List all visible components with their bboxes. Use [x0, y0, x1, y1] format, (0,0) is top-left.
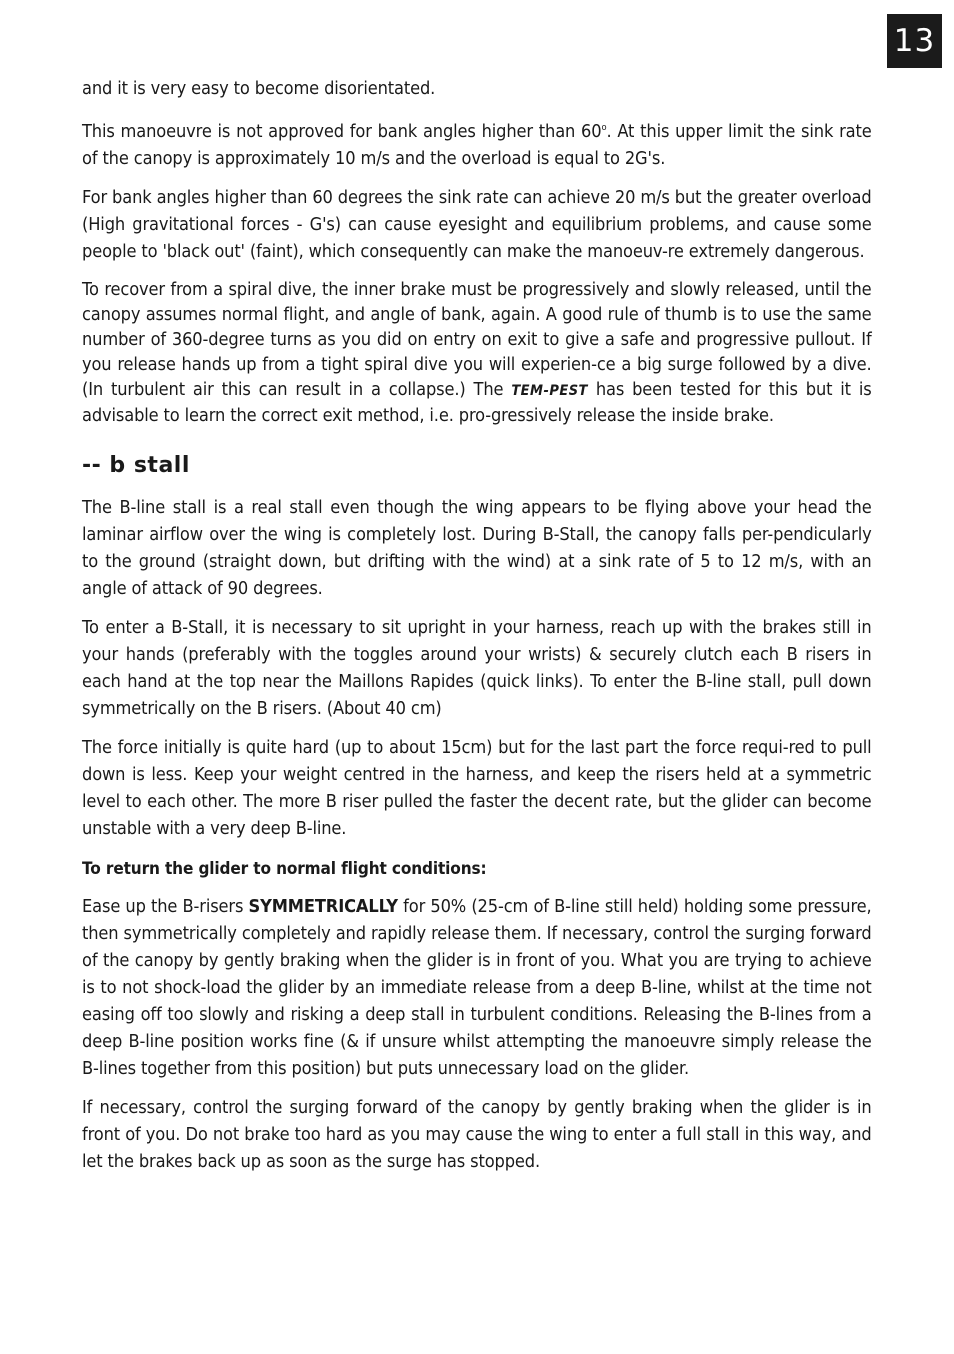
sink-rate-text: . At this upper limit the sink rate of the canopy is approximately 10 m/s and the overload is equal to 2G's. — [82, 121, 872, 169]
exit-text: Ease up the B-risers — [82, 896, 249, 917]
emphasis-symmetrically: SYMMETRICALLY — [248, 896, 398, 917]
paragraph-spiral-recovery — [82, 278, 872, 429]
page-content — [82, 76, 872, 1176]
page-number: 13 — [893, 23, 936, 59]
paragraph-b-stall-exit — [82, 894, 872, 1083]
exit-text-end: for 50% (25-cm of B-line still held) holding some pressure, then symmetrically completely and rapidly release them. If necessary, control the surging forward of the canopy by gently braking when the glider is in front of you. What you are trying to achieve is to not shock-load the glider by an immediate release from a deep B-line, whilst at the time not easing off too slowly and risking a deep stall in turbulent conditions. Releasing the B-lines from a deep B-line position works fine (& if unsure whilst attempting the manoeuvre simply release the B-lines together from this position) but puts unnecessary load on the glider. — [82, 896, 872, 1079]
paragraph-b-stall-definition: The B-line stall is a real stall even though the wing appears to be flying above your head the laminar airflow over the wing is completely lost. During B-Stall, the canopy falls per-pendicularly to the ground (straight down, but drifting with the wind) at a sink rate of 5 to 12 m/s, with an angle of attack of 90 degrees. — [82, 497, 872, 599]
paragraph-b-stall-entry: To enter a B-Stall, it is necessary to sit upright in your harness, reach up with the brakes still in your hands (preferably with the toggles around your wrists) & securely clutch each B risers in each hand at the top near the Maillons Rapides (quick links). To enter the B-line stall, pull down symmetrically on the B risers. (About 40 cm) — [82, 617, 872, 719]
recovery-text: To recover from a spiral dive, the inner brake must be progressively and slowly released, until the canopy assumes normal flight, and angle of bank, again. A good rule of thumb is to use the same number of 360-degree turns as you did on entry on exit to give a safe and progressive pullout. If you release hands up from a tight spiral dive you will experien-ce a big surge followed by a dive. (In turbulent air this can result in a collapse.) The — [82, 279, 872, 400]
paragraph-disorientation: and it is very easy to become disorientated. — [82, 79, 436, 99]
paragraph-bank-angle-limit — [82, 115, 872, 173]
page-number-badge — [887, 14, 942, 68]
degree-mark: o — [601, 123, 607, 133]
bank-angle-text: This manoeuvre is not approved for bank angles higher than 60 — [82, 121, 602, 142]
brand-name: TEM-PEST — [511, 382, 588, 399]
subheading-return-to-flight: To return the glider to normal flight conditions: — [82, 858, 487, 878]
recovery-text-end: has been tested for this but it is advisable to learn the correct exit method, i.e. pro-gressively release the inside brake. — [82, 379, 872, 426]
paragraph-high-bank-danger: For bank angles higher than 60 degrees the sink rate can achieve 20 m/s but the greater overload (High gravitational forces - G's) can cause eyesight and equilibrium problems, and cause some people to 'black out' (faint), which consequently can make the manoeuv-re extremely dangerous. — [82, 187, 872, 262]
paragraph-b-stall-force: The force initially is quite hard (up to about 15cm) but for the last part the force requi-red to pull down is less. Keep your weight centred in the harness, and keep the risers held at a symmetric level to each other. The more B riser pulled the faster the decent rate, but the glider can become unstable with a very deep B-line. — [82, 737, 872, 839]
section-heading-b-stall: -- b stall — [82, 452, 190, 478]
paragraph-surge-control: If necessary, control the surging forward of the canopy by gently braking when the glider is in front of you. Do not brake too hard as you may cause the wing to enter a full stall in this way, and let the brakes back up as soon as the surge has stopped. — [82, 1097, 872, 1172]
